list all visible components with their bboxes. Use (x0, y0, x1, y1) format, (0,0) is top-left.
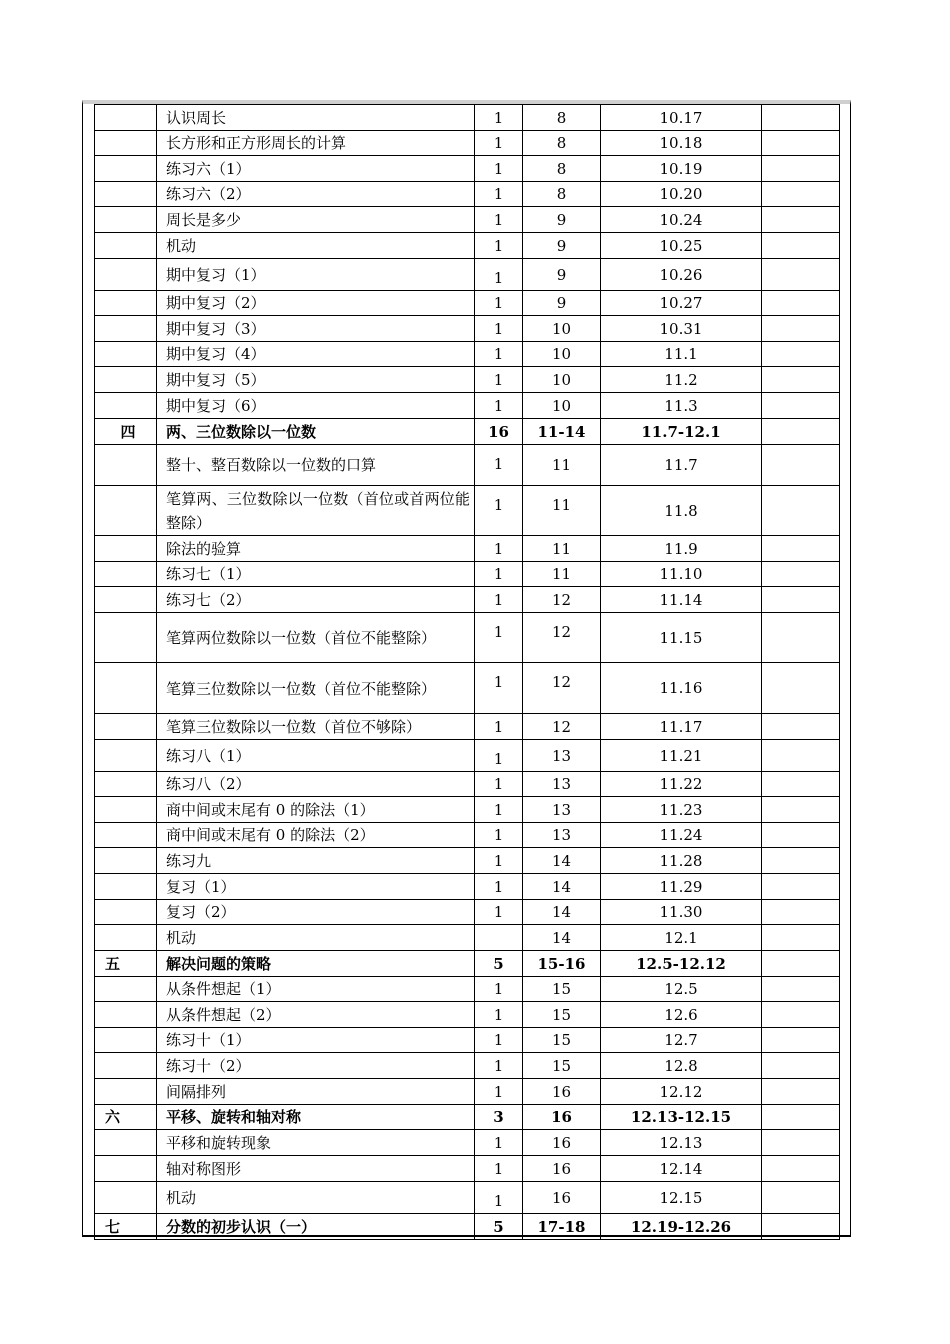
week-cell: 11 (523, 486, 601, 536)
lesson-row (95, 445, 840, 486)
date-cell: 11.16 (601, 663, 762, 714)
lesson-name-cell: 期中复习（5） (157, 367, 475, 393)
unit-cell (95, 977, 157, 1002)
week-cell: 11 (523, 445, 601, 486)
note-cell (762, 925, 840, 951)
unit-cell (95, 131, 157, 156)
lesson-name-cell: 期中复习（3） (157, 316, 475, 342)
lesson-name-cell: 练习六（2） (157, 182, 475, 207)
unit-cell (95, 562, 157, 587)
unit-cell (95, 797, 157, 823)
date-cell: 11.1 (601, 342, 762, 367)
lesson-name-cell: 练习七（1） (157, 562, 475, 587)
lesson-row (95, 1130, 840, 1156)
note-cell (762, 207, 840, 233)
lesson-name-cell: 练习七（2） (157, 587, 475, 613)
schedule-table (94, 104, 840, 1240)
week-cell: 16 (523, 1105, 601, 1130)
date-cell: 12.19-12.26 (601, 1214, 762, 1240)
unit-cell (95, 536, 157, 562)
unit-cell (95, 259, 157, 291)
unit-cell (95, 823, 157, 848)
lesson-name-cell: 练习八（1） (157, 740, 475, 772)
lesson-name-cell: 从条件想起（2） (157, 1002, 475, 1028)
note-cell (762, 156, 840, 182)
lesson-name-cell: 解决问题的策略 (157, 951, 475, 977)
week-cell: 8 (523, 182, 601, 207)
lesson-name-cell: 期中复习（6） (157, 393, 475, 419)
date-cell: 10.19 (601, 156, 762, 182)
schedule-body (95, 105, 840, 1240)
hours-cell: 1 (475, 562, 523, 587)
unit-cell (95, 1156, 157, 1182)
lesson-name-cell: 间隔排列 (157, 1079, 475, 1105)
week-cell: 16 (523, 1156, 601, 1182)
hours-cell: 1 (475, 848, 523, 874)
week-cell: 14 (523, 900, 601, 925)
lesson-name-cell: 平移和旋转现象 (157, 1130, 475, 1156)
lesson-row (95, 1182, 840, 1214)
hours-cell: 1 (475, 393, 523, 419)
lesson-row (95, 587, 840, 613)
lesson-name-cell: 复习（2） (157, 900, 475, 925)
lesson-name-cell: 商中间或末尾有 0 的除法（2） (157, 823, 475, 848)
hours-cell: 1 (475, 1028, 523, 1053)
note-cell (762, 613, 840, 663)
lesson-name-cell: 两、三位数除以一位数 (157, 419, 475, 445)
note-cell (762, 182, 840, 207)
date-cell: 10.31 (601, 316, 762, 342)
hours-cell: 1 (475, 291, 523, 316)
unit-cell (95, 233, 157, 259)
date-cell: 12.8 (601, 1053, 762, 1079)
date-cell: 10.26 (601, 259, 762, 291)
week-cell: 13 (523, 823, 601, 848)
hours-cell: 1 (475, 587, 523, 613)
note-cell (762, 536, 840, 562)
date-cell: 11.7 (601, 445, 762, 486)
week-cell: 14 (523, 848, 601, 874)
note-cell (762, 951, 840, 977)
hours-cell: 16 (475, 419, 523, 445)
lesson-row (95, 977, 840, 1002)
week-cell: 13 (523, 797, 601, 823)
note-cell (762, 367, 840, 393)
lesson-row (95, 105, 840, 131)
hours-cell: 1 (475, 1130, 523, 1156)
note-cell (762, 1105, 840, 1130)
note-cell (762, 486, 840, 536)
unit-cell (95, 1002, 157, 1028)
hours-cell: 1 (475, 156, 523, 182)
lesson-row (95, 207, 840, 233)
lesson-name-cell: 练习八（2） (157, 772, 475, 797)
unit-cell (95, 182, 157, 207)
week-cell: 15 (523, 1002, 601, 1028)
unit-cell: 五 (95, 951, 157, 977)
hours-cell: 1 (475, 342, 523, 367)
lesson-row (95, 342, 840, 367)
date-cell: 12.15 (601, 1182, 762, 1214)
lesson-row (95, 233, 840, 259)
note-cell (762, 1053, 840, 1079)
lesson-name-cell: 练习九 (157, 848, 475, 874)
lesson-row (95, 291, 840, 316)
hours-cell: 3 (475, 1105, 523, 1130)
date-cell: 10.27 (601, 291, 762, 316)
week-cell: 17-18 (523, 1214, 601, 1240)
hours-cell: 1 (475, 1182, 523, 1214)
hours-cell: 5 (475, 1214, 523, 1240)
date-cell: 11.21 (601, 740, 762, 772)
lesson-row (95, 367, 840, 393)
week-cell: 16 (523, 1130, 601, 1156)
hours-cell: 1 (475, 105, 523, 131)
lesson-row (95, 874, 840, 900)
week-cell: 12 (523, 587, 601, 613)
unit-cell (95, 156, 157, 182)
date-cell: 11.17 (601, 714, 762, 740)
lesson-name-cell: 笔算三位数除以一位数（首位不能整除） (157, 663, 475, 714)
lesson-row (95, 797, 840, 823)
note-cell (762, 1002, 840, 1028)
lesson-name-cell: 分数的初步认识（一） (157, 1214, 475, 1240)
note-cell (762, 1156, 840, 1182)
unit-cell (95, 848, 157, 874)
date-cell: 11.24 (601, 823, 762, 848)
hours-cell: 5 (475, 951, 523, 977)
week-cell: 14 (523, 874, 601, 900)
hours-cell: 1 (475, 900, 523, 925)
week-cell: 9 (523, 233, 601, 259)
unit-cell (95, 342, 157, 367)
unit-header-row (95, 1214, 840, 1240)
week-cell: 12 (523, 663, 601, 714)
date-cell: 10.24 (601, 207, 762, 233)
hours-cell: 1 (475, 740, 523, 772)
unit-cell (95, 445, 157, 486)
note-cell (762, 233, 840, 259)
week-cell: 8 (523, 131, 601, 156)
date-cell: 12.13-12.15 (601, 1105, 762, 1130)
note-cell (762, 1028, 840, 1053)
unit-cell (95, 1028, 157, 1053)
hours-cell (475, 925, 523, 951)
hours-cell: 1 (475, 536, 523, 562)
note-cell (762, 797, 840, 823)
hours-cell: 1 (475, 1156, 523, 1182)
lesson-row (95, 613, 840, 663)
unit-cell (95, 291, 157, 316)
lesson-name-cell: 练习十（2） (157, 1053, 475, 1079)
date-cell: 11.10 (601, 562, 762, 587)
lesson-row (95, 536, 840, 562)
hours-cell: 1 (475, 182, 523, 207)
unit-cell: 六 (95, 1105, 157, 1130)
lesson-name-cell: 笔算两、三位数除以一位数（首位或首两位能整除） (157, 486, 475, 536)
date-cell: 11.7-12.1 (601, 419, 762, 445)
lesson-row (95, 900, 840, 925)
date-cell: 12.14 (601, 1156, 762, 1182)
week-cell: 13 (523, 772, 601, 797)
week-cell: 9 (523, 207, 601, 233)
week-cell: 15 (523, 1028, 601, 1053)
unit-header-row (95, 419, 840, 445)
unit-cell (95, 367, 157, 393)
week-cell: 8 (523, 105, 601, 131)
unit-header-row (95, 951, 840, 977)
hours-cell: 1 (475, 1079, 523, 1105)
hours-cell: 1 (475, 797, 523, 823)
unit-cell (95, 105, 157, 131)
date-cell: 11.23 (601, 797, 762, 823)
week-cell: 10 (523, 316, 601, 342)
hours-cell: 1 (475, 874, 523, 900)
week-cell: 15-16 (523, 951, 601, 977)
lesson-name-cell: 认识周长 (157, 105, 475, 131)
note-cell (762, 316, 840, 342)
week-cell: 10 (523, 342, 601, 367)
date-cell: 11.15 (601, 613, 762, 663)
week-cell: 9 (523, 291, 601, 316)
unit-cell (95, 613, 157, 663)
note-cell (762, 772, 840, 797)
unit-cell (95, 900, 157, 925)
date-cell: 10.25 (601, 233, 762, 259)
note-cell (762, 445, 840, 486)
hours-cell: 1 (475, 316, 523, 342)
unit-cell (95, 1079, 157, 1105)
week-cell: 16 (523, 1182, 601, 1214)
lesson-name-cell: 机动 (157, 925, 475, 951)
hours-cell: 1 (475, 772, 523, 797)
hours-cell: 1 (475, 977, 523, 1002)
hours-cell: 1 (475, 663, 523, 714)
date-cell: 12.6 (601, 1002, 762, 1028)
date-cell: 12.5 (601, 977, 762, 1002)
date-cell: 11.29 (601, 874, 762, 900)
lesson-name-cell: 从条件想起（1） (157, 977, 475, 1002)
note-cell (762, 342, 840, 367)
date-cell: 11.22 (601, 772, 762, 797)
lesson-row (95, 1028, 840, 1053)
lesson-name-cell: 练习六（1） (157, 156, 475, 182)
lesson-row (95, 740, 840, 772)
lesson-row (95, 393, 840, 419)
lesson-row (95, 663, 840, 714)
unit-cell (95, 1053, 157, 1079)
hours-cell: 1 (475, 613, 523, 663)
hours-cell: 1 (475, 233, 523, 259)
unit-cell: 七 (95, 1214, 157, 1240)
week-cell: 10 (523, 393, 601, 419)
date-cell: 10.20 (601, 182, 762, 207)
note-cell (762, 291, 840, 316)
hours-cell: 1 (475, 207, 523, 233)
lesson-name-cell: 期中复习（1） (157, 259, 475, 291)
lesson-name-cell: 期中复习（4） (157, 342, 475, 367)
note-cell (762, 1130, 840, 1156)
lesson-name-cell: 笔算两位数除以一位数（首位不能整除） (157, 613, 475, 663)
lesson-name-cell: 笔算三位数除以一位数（首位不够除） (157, 714, 475, 740)
note-cell (762, 977, 840, 1002)
lesson-row (95, 1053, 840, 1079)
note-cell (762, 848, 840, 874)
unit-cell (95, 663, 157, 714)
date-cell: 11.14 (601, 587, 762, 613)
hours-cell: 1 (475, 1053, 523, 1079)
note-cell (762, 419, 840, 445)
note-cell (762, 105, 840, 131)
lesson-row (95, 486, 840, 536)
date-cell: 11.3 (601, 393, 762, 419)
note-cell (762, 131, 840, 156)
note-cell (762, 562, 840, 587)
lesson-row (95, 772, 840, 797)
lesson-name-cell: 轴对称图形 (157, 1156, 475, 1182)
unit-header-row (95, 1105, 840, 1130)
week-cell: 8 (523, 156, 601, 182)
unit-cell (95, 1182, 157, 1214)
unit-cell: 四 (95, 419, 157, 445)
unit-cell (95, 316, 157, 342)
lesson-row (95, 156, 840, 182)
week-cell: 16 (523, 1079, 601, 1105)
lesson-row (95, 182, 840, 207)
note-cell (762, 740, 840, 772)
lesson-row (95, 714, 840, 740)
date-cell: 11.2 (601, 367, 762, 393)
date-cell: 11.8 (601, 486, 762, 536)
lesson-name-cell: 机动 (157, 1182, 475, 1214)
note-cell (762, 663, 840, 714)
lesson-row (95, 562, 840, 587)
lesson-row (95, 1079, 840, 1105)
unit-cell (95, 874, 157, 900)
note-cell (762, 259, 840, 291)
lesson-row (95, 316, 840, 342)
lesson-name-cell: 练习十（1） (157, 1028, 475, 1053)
date-cell: 12.13 (601, 1130, 762, 1156)
note-cell (762, 714, 840, 740)
lesson-name-cell: 机动 (157, 233, 475, 259)
lesson-row (95, 823, 840, 848)
date-cell: 12.1 (601, 925, 762, 951)
lesson-name-cell: 周长是多少 (157, 207, 475, 233)
lesson-row (95, 131, 840, 156)
unit-cell (95, 1130, 157, 1156)
week-cell: 11 (523, 536, 601, 562)
lesson-name-cell: 整十、整百数除以一位数的口算 (157, 445, 475, 486)
unit-cell (95, 587, 157, 613)
date-cell: 11.28 (601, 848, 762, 874)
note-cell (762, 1079, 840, 1105)
unit-cell (95, 207, 157, 233)
lesson-row (95, 848, 840, 874)
hours-cell: 1 (475, 131, 523, 156)
week-cell: 15 (523, 977, 601, 1002)
lesson-name-cell: 除法的验算 (157, 536, 475, 562)
week-cell: 10 (523, 367, 601, 393)
hours-cell: 1 (475, 823, 523, 848)
lesson-row (95, 1002, 840, 1028)
date-cell: 12.5-12.12 (601, 951, 762, 977)
date-cell: 10.18 (601, 131, 762, 156)
unit-cell (95, 486, 157, 536)
hours-cell: 1 (475, 259, 523, 291)
date-cell: 11.30 (601, 900, 762, 925)
week-cell: 12 (523, 613, 601, 663)
note-cell (762, 1182, 840, 1214)
week-cell: 11 (523, 562, 601, 587)
lesson-name-cell: 复习（1） (157, 874, 475, 900)
week-cell: 15 (523, 1053, 601, 1079)
lesson-row (95, 925, 840, 951)
note-cell (762, 393, 840, 419)
lesson-row (95, 1156, 840, 1182)
unit-cell (95, 714, 157, 740)
hours-cell: 1 (475, 714, 523, 740)
lesson-name-cell: 平移、旋转和轴对称 (157, 1105, 475, 1130)
date-cell: 11.9 (601, 536, 762, 562)
note-cell (762, 823, 840, 848)
note-cell (762, 587, 840, 613)
week-cell: 12 (523, 714, 601, 740)
date-cell: 10.17 (601, 105, 762, 131)
date-cell: 12.12 (601, 1079, 762, 1105)
note-cell (762, 900, 840, 925)
unit-cell (95, 740, 157, 772)
week-cell: 14 (523, 925, 601, 951)
unit-cell (95, 772, 157, 797)
note-cell (762, 1214, 840, 1240)
week-cell: 9 (523, 259, 601, 291)
unit-cell (95, 393, 157, 419)
hours-cell: 1 (475, 1002, 523, 1028)
hours-cell: 1 (475, 445, 523, 486)
note-cell (762, 874, 840, 900)
lesson-name-cell: 期中复习（2） (157, 291, 475, 316)
week-cell: 13 (523, 740, 601, 772)
lesson-name-cell: 商中间或末尾有 0 的除法（1） (157, 797, 475, 823)
date-cell: 12.7 (601, 1028, 762, 1053)
week-cell: 11-14 (523, 419, 601, 445)
hours-cell: 1 (475, 367, 523, 393)
unit-cell (95, 925, 157, 951)
lesson-name-cell: 长方形和正方形周长的计算 (157, 131, 475, 156)
lesson-row (95, 259, 840, 291)
hours-cell: 1 (475, 486, 523, 536)
